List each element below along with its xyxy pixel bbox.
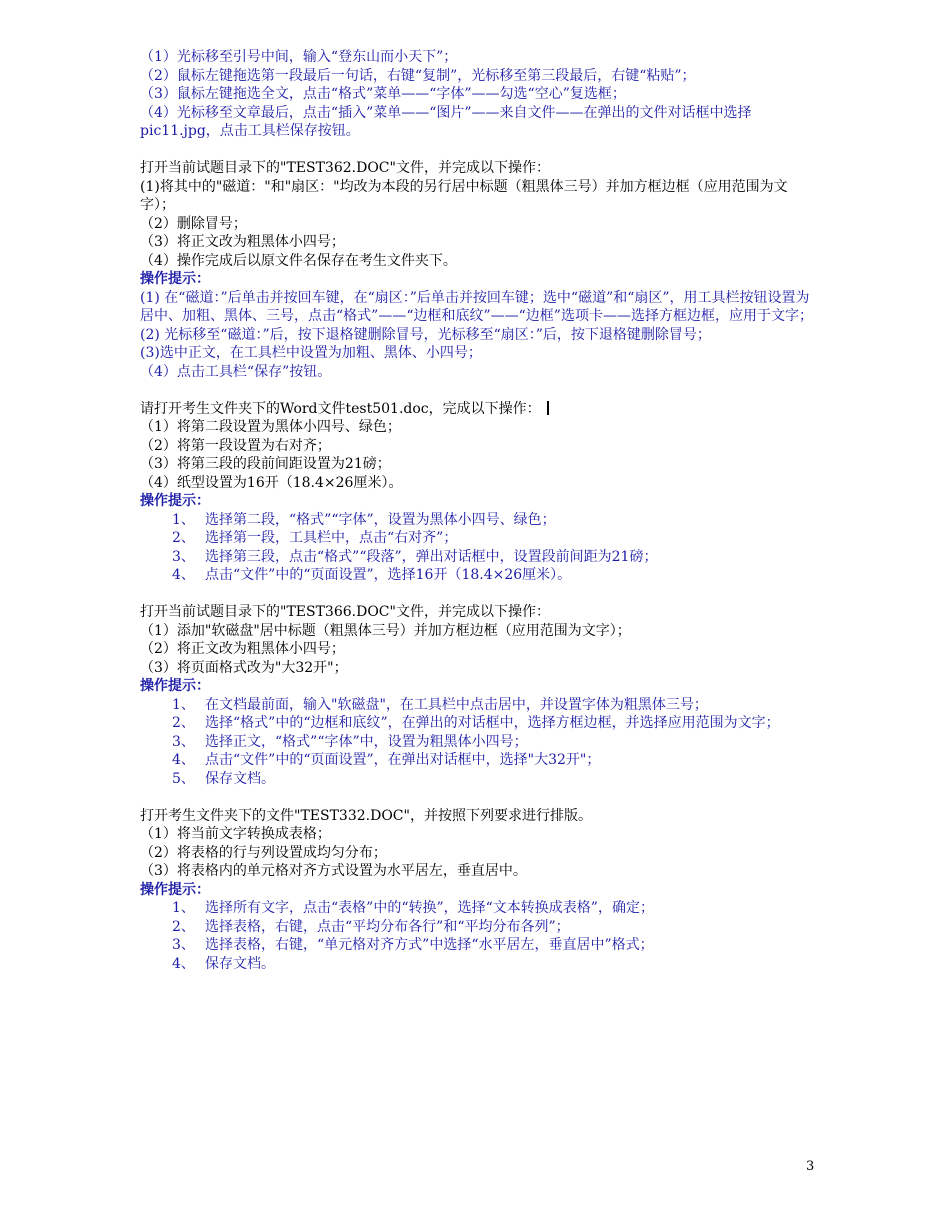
list-number: 1、 — [172, 900, 195, 916]
requirement-line: （2）将表格的行与列设置成均匀分布； — [140, 844, 387, 861]
requirement-line: （3）将第三段的段前间距设置为21磅； — [140, 456, 391, 472]
list-item — [140, 714, 820, 733]
tip-label: 操作提示： — [140, 271, 210, 287]
list-text: 选择所有文字，点击“表格”中的“转换”，选择“文本转换成表格”，确定； — [205, 900, 654, 916]
list-number: 2、 — [172, 530, 195, 546]
list-number: 4、 — [172, 955, 195, 972]
list-text: 选择表格，右键，“单元格对齐方式”中选择“水平居左，垂直居中”格式； — [205, 937, 654, 953]
requirement-line: （2）将正文改为粗黑体小四号； — [140, 641, 345, 657]
list-item — [140, 548, 820, 567]
list-number: 3、 — [172, 733, 195, 750]
task-intro: 打开当前试题目录下的"TEST362.DOC"文件，并完成以下操作： — [140, 160, 550, 176]
step-line: （3）鼠标左键拖选全文，点击“格式”菜单——“字体”——勾选“空心”复选框； — [140, 86, 626, 102]
list-number: 2、 — [172, 715, 195, 731]
list-text: 选择第三段，点击“格式”“段落”，弹出对话框中，设置段前间距为21磅； — [205, 548, 658, 565]
task-intro: 打开当前试题目录下的"TEST366.DOC"文件，并完成以下操作： — [140, 604, 550, 620]
list-item — [140, 899, 820, 918]
requirement-line: （3）将页面格式改为"大32开"； — [140, 659, 348, 676]
list-item — [140, 696, 820, 715]
requirement-line: （1）将第二段设置为黑体小四号、绿色； — [140, 419, 401, 435]
requirement-line: （1）将当前文字转换成表格； — [140, 826, 331, 842]
list-text: 选择表格，右键，点击“平均分布各行”和“平均分布各列”； — [205, 918, 570, 935]
block5 — [140, 807, 820, 974]
list-item — [140, 733, 820, 752]
task-intro: 打开考生文件夹下的文件"TEST332.DOC"，并按照下列要求进行排版。 — [140, 807, 592, 824]
task-intro-line — [140, 400, 820, 419]
list-number: 3、 — [172, 937, 195, 953]
block4 — [140, 603, 820, 788]
requirement-line: （1）添加"软磁盘"居中标题（粗黑体三号）并加方框边框（应用范围为文字）； — [140, 622, 631, 639]
list-item — [140, 511, 820, 530]
requirement-line: （3）将正文改为粗黑体小四号； — [140, 234, 345, 250]
list-item — [140, 751, 820, 770]
step-line: （4）光标移至文章最后，点击“插入”菜单——“图片”——来自文件——在弹出的文件对话框中选择pic11.jpg，点击工具栏保存按钮。 — [140, 104, 752, 139]
tip-line: (3)选中正文，在工具栏中设置为加粗、黑体、小四号； — [140, 345, 482, 361]
tip-line: （4）点击工具栏“保存”按钮。 — [140, 363, 332, 380]
list-text: 选择第二段，“格式”“字体”，设置为黑体小四号、绿色； — [205, 511, 556, 528]
page-number: 3 — [806, 1159, 815, 1174]
block3 — [140, 400, 820, 585]
list-text: 选择“格式”中的“边框和底纹”，在弹出的对话框中，选择方框边框，并选择应用范围为文字； — [205, 715, 780, 731]
requirement-line: (1)将其中的"磁道："和"扇区："均改为本段的另行居中标题（粗黑体三号）并加方框边框（应用范围为文字）； — [140, 178, 788, 213]
list-number: 5、 — [172, 770, 195, 787]
list-item — [140, 566, 820, 585]
tip-label: 操作提示： — [140, 493, 210, 509]
list-item — [140, 936, 820, 955]
list-number: 3、 — [172, 548, 195, 565]
list-text: 选择第一段，工具栏中，点击“右对齐”； — [205, 530, 458, 546]
list-item — [140, 918, 820, 937]
list-text: 在文档最前面，输入"软磁盘"，在工具栏中点击居中，并设置字体为粗黑体三号； — [205, 696, 708, 713]
requirement-line: （4）操作完成后以原文件名保存在考生文件夹下。 — [140, 252, 457, 269]
list-number: 2、 — [172, 918, 195, 935]
tip-list — [140, 696, 820, 789]
list-text: 保存文档。 — [205, 955, 275, 972]
text-cursor — [547, 401, 549, 415]
list-number: 1、 — [172, 696, 195, 713]
list-number: 4、 — [172, 567, 195, 583]
list-text: 保存文档。 — [205, 770, 275, 787]
tip-label: 操作提示： — [140, 881, 210, 898]
block1-steps — [140, 48, 820, 141]
list-item — [140, 529, 820, 548]
tip-label: 操作提示： — [140, 678, 210, 694]
tip-line: (2) 光标移至“磁道：”后，按下退格键删除冒号，光标移至“扇区：”后，按下退格键删除冒号； — [140, 326, 711, 343]
list-item — [140, 955, 820, 974]
block2 — [140, 159, 820, 381]
tip-line: (1) 在“磁道：”后单击并按回车键，在“扇区：”后单击并按回车键；选中“磁道”和“扇区”，用工具栏按钮设置为居中、加粗、黑体、三号，点击“格式”——“边框和底纹”——“边框”选项卡——选择方框边框，应用于文字； — [140, 289, 813, 324]
step-line: （1）光标移至引号中间，输入“登东山而小天下”； — [140, 49, 458, 65]
list-text: 点击“文件”中的“页面设置”，选择16开（18.4×26厘米）。 — [205, 567, 572, 583]
list-text: 点击“文件”中的“页面设置”，在弹出对话框中，选择"大32开"； — [205, 752, 601, 768]
requirement-line: （4）纸型设置为16开（18.4×26厘米）。 — [140, 474, 403, 491]
list-text: 选择正文，“格式”“字体”中，设置为粗黑体小四号； — [205, 733, 528, 750]
requirement-line: （2）将第一段设置为右对齐； — [140, 437, 331, 454]
list-number: 1、 — [172, 511, 195, 528]
list-item — [140, 770, 820, 789]
requirement-line: （2）删除冒号； — [140, 215, 247, 232]
requirement-line: （3）将表格内的单元格对齐方式设置为水平居左，垂直居中。 — [140, 863, 527, 879]
document-page — [140, 48, 820, 973]
task-intro: 请打开考生文件夹下的Word文件test501.doc，完成以下操作： — [140, 400, 541, 417]
tip-list — [140, 511, 820, 585]
tip-list — [140, 899, 820, 973]
list-number: 4、 — [172, 752, 195, 768]
step-line: （2）鼠标左键拖选第一段最后一句话，右键“复制”，光标移至第三段最后，右键“粘贴”； — [140, 67, 696, 84]
